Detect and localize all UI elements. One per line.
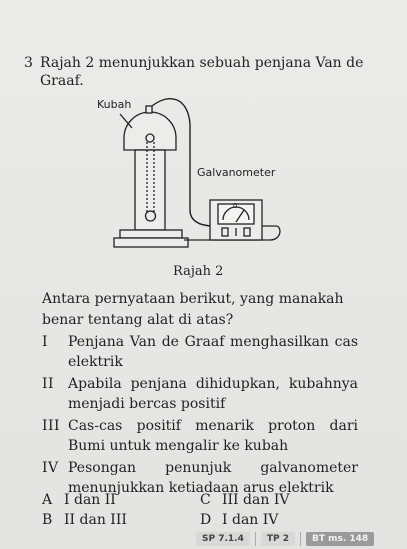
statement-numeral: IV [42, 460, 59, 476]
statement-text: Pesongan penunjuk galvanometer menunjukkan ketiadaan arus elektrik [68, 460, 358, 496]
galvanometer-zero-label: 0 [233, 202, 238, 210]
reference-tag: BT ms. 148 [306, 532, 374, 546]
option-text: I dan II [64, 492, 116, 508]
level-tag: TP 2 [261, 532, 295, 546]
option-d[interactable] [200, 511, 278, 529]
statement-numeral: III [42, 418, 61, 434]
figure-caption: Rajah 2 [173, 264, 224, 279]
question-number: 3 [24, 55, 33, 71]
van-de-graaf-diagram [110, 94, 290, 264]
footer-divider [255, 532, 256, 546]
option-c[interactable] [200, 491, 289, 509]
figure-van-de-graaf [97, 94, 290, 264]
galvanometer-terminal-right [244, 228, 250, 236]
question-footer [196, 530, 374, 547]
statement-numeral: I [42, 334, 49, 350]
question-prompt: Antara pernyataan berikut, yang manakah benar tentang alat di atas? [42, 291, 344, 328]
option-letter: D [200, 512, 212, 528]
option-text: III dan IV [222, 492, 290, 508]
option-a[interactable] [42, 491, 116, 509]
option-letter: A [42, 492, 53, 508]
statement-text: Apabila penjana dihidupkan, kubahnya menjadi bercas positif [68, 376, 358, 412]
option-letter: C [200, 492, 211, 508]
standard-tag: SP 7.1.4 [196, 532, 250, 546]
galvanometer-terminal-left [222, 228, 228, 236]
footer-divider [300, 532, 301, 546]
generator-dome [124, 112, 176, 150]
generator-column [135, 150, 165, 230]
dome-label: Kubah [97, 98, 132, 111]
statement-text: Penjana Van de Graaf menghasilkan cas elektrik [68, 334, 358, 370]
dome-knob [146, 106, 152, 113]
question-stem: Rajah 2 menunjukkan sebuah penjana Van de Graaf. [40, 55, 364, 89]
galvanometer-label: Galvanometer [197, 166, 276, 179]
generator-base [120, 230, 182, 238]
statement-text: Cas-cas positif menarik proton dari Bumi untuk mengalir ke kubah [68, 418, 358, 454]
option-letter: B [42, 512, 53, 528]
option-text: II dan III [64, 512, 127, 528]
statement-numeral: II [42, 376, 55, 392]
generator-base-bottom [114, 238, 188, 247]
option-b[interactable] [42, 511, 127, 529]
option-text: I dan IV [222, 512, 279, 528]
